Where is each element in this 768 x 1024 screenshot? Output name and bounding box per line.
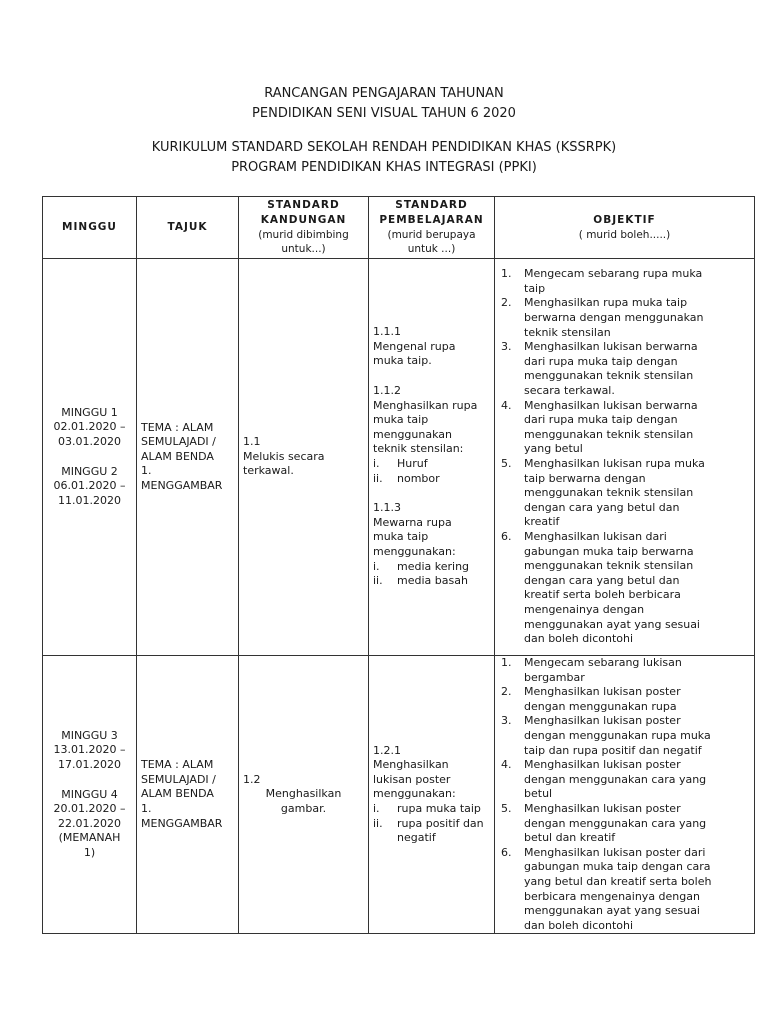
lesson-plan-table bbox=[42, 196, 755, 934]
header-minggu: MINGGU bbox=[43, 197, 137, 259]
header-standard-kandungan: STANDARD KANDUNGAN (murid dibimbing untuk...) bbox=[239, 197, 369, 259]
objektif-item: 5. Menghasilkan lukisan poster dengan menggunakan cara yang betul dan kreatif bbox=[501, 801, 707, 845]
objektif-item: 1. Mengecam sebarang rupa muka taip bbox=[501, 267, 703, 295]
objektif-item: 5. Menghasilkan lukisan rupa muka taip berwarna dengan menggunakan teknik stensilan dengan cara yang betul dan kreatif bbox=[501, 457, 705, 529]
minggu-cell: MINGGU 1 02.01.2020 – 03.01.2020 MINGGU 2 06.01.2020 – 11.01.2020 bbox=[43, 259, 137, 656]
tajuk-cell: TEMA : ALAM SEMULAJADI / ALAM BENDA 1. MENGGAMBAR bbox=[137, 259, 239, 656]
objektif-item: 2. Menghasilkan lukisan poster dengan menggunakan rupa bbox=[501, 685, 681, 713]
objektif-list bbox=[499, 267, 750, 646]
objektif-item: 1. Mengecam sebarang lukisan bergambar bbox=[501, 656, 682, 684]
objektif-item: 6. Menghasilkan lukisan dari gabungan muka taip berwarna menggunakan teknik stensilan dengan cara yang betul dan kreatif serta boleh berbicara mengenainya dengan menggunakan ayat yang sesuai dan boleh dicontohi bbox=[501, 529, 700, 646]
document-title bbox=[0, 84, 768, 178]
tajuk-cell: TEMA : ALAM SEMULAJADI / ALAM BENDA 1. MENGGAMBAR bbox=[137, 656, 239, 934]
title-line-4: PROGRAM PENDIDIKAN KHAS INTEGRASI (PPKI) bbox=[231, 160, 537, 175]
standard-pembelajaran-cell: 1.1.1 Mengenal rupa muka taip. 1.1.2 Menghasilkan rupa muka taip menggunakan teknik stensilan: i. Huruf ii. nombor 1.1.3 Mewarna rupa muka taip menggunakan: i. media kering ii. media basah bbox=[369, 259, 495, 656]
standard-kandungan-cell: 1.1 Melukis secara terkawal. bbox=[239, 259, 369, 656]
objektif-cell bbox=[495, 656, 755, 934]
objektif-item: 4. Menghasilkan lukisan berwarna dari rupa muka taip dengan menggunakan teknik stensilan yang betul bbox=[501, 398, 698, 456]
standard-pembelajaran-cell: 1.2.1 Menghasilkan lukisan poster menggunakan: i. rupa muka taip ii. rupa positif dan negatif bbox=[369, 656, 495, 934]
header-tajuk: TAJUK bbox=[137, 197, 239, 259]
objektif-item: 2. Menghasilkan rupa muka taip berwarna dengan menggunakan teknik stensilan bbox=[501, 296, 704, 339]
title-line-3: KURIKULUM STANDARD SEKOLAH RENDAH PENDIDIKAN KHAS (KSSRPK) bbox=[151, 140, 617, 155]
objektif-item: 6. Menghasilkan lukisan poster dari gabungan muka taip dengan cara yang betul dan kreatif serta boleh berbicara mengenainya dengan menggunakan ayat yang sesuai dan boleh dicontohi bbox=[501, 845, 712, 932]
objektif-item: 3. Menghasilkan lukisan berwarna dari rupa muka taip dengan menggunakan teknik stensilan secara terkawal. bbox=[501, 340, 698, 398]
standard-kandungan-cell: 1.2 Menghasilkan gambar. bbox=[239, 656, 369, 934]
title-line-2: PENDIDIKAN SENI VISUAL TAHUN 6 2020 bbox=[252, 106, 516, 121]
objektif-item: 3. Menghasilkan lukisan poster dengan menggunakan rupa muka taip dan rupa positif dan negatif bbox=[501, 714, 711, 757]
minggu-cell: MINGGU 3 13.01.2020 – 17.01.2020 MINGGU 4 20.01.2020 – 22.01.2020 (MEMANAH 1) bbox=[43, 656, 137, 934]
objektif-cell bbox=[495, 259, 755, 656]
objektif-item: 4. Menghasilkan lukisan poster dengan menggunakan cara yang betul bbox=[501, 758, 707, 801]
header-objektif: OBJEKTIF ( murid boleh.....) bbox=[495, 197, 755, 259]
title-line-1: RANCANGAN PENGAJARAN TAHUNAN bbox=[264, 86, 504, 101]
table-row bbox=[43, 656, 755, 934]
objektif-list bbox=[499, 656, 750, 933]
table-row bbox=[43, 259, 755, 656]
header-standard-pembelajaran: STANDARD PEMBELAJARAN (murid berupaya untuk ...) bbox=[369, 197, 495, 259]
table-header-row bbox=[43, 197, 755, 259]
